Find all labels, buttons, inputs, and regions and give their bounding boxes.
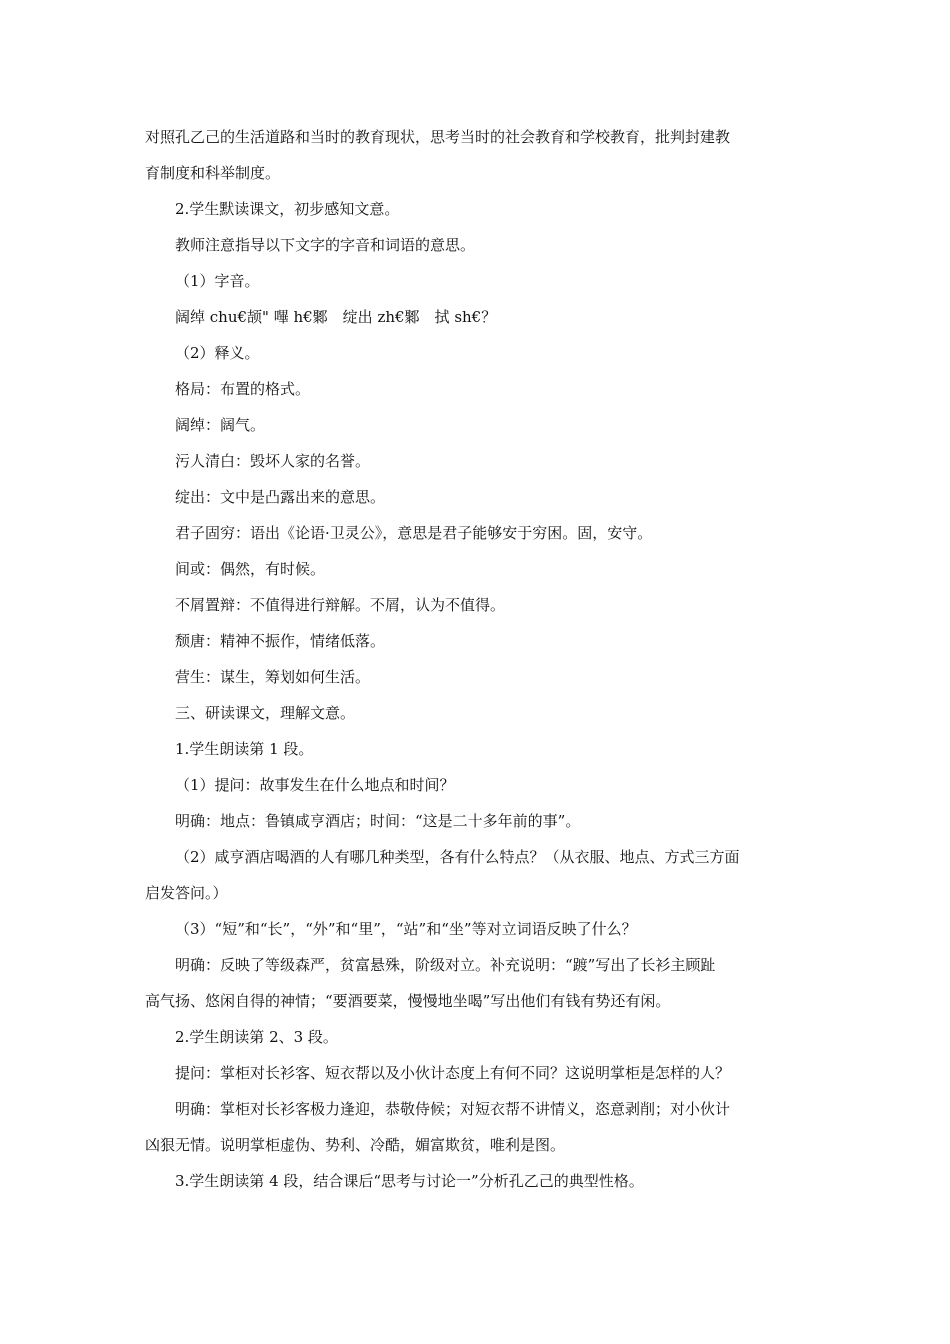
answer-line: 明确：反映了等级森严，贫富悬殊，阶级对立。补充说明：“踱”写出了长衫主顾趾 [175,956,716,974]
definition-item: 绽出：文中是凸露出来的意思。 [175,488,386,506]
answer-line: 高气扬、悠闲自得的神情；“要酒要菜，慢慢地坐喝”写出他们有钱有势还有闲。 [145,992,671,1010]
question-line: （3）“短”和“长”，“外”和“里”，“站”和“坐”等对立词语反映了什么？ [175,920,637,938]
question-line: 提问：掌柜对长衫客、短衣帮以及小伙计态度上有何不同？这说明掌柜是怎样的人？ [175,1064,731,1082]
subheading: （2）释义。 [175,344,260,362]
section-heading: 三、研读课文，理解文意。 [175,704,356,722]
paragraph-line: 教师注意指导以下文字的字音和词语的意思。 [175,236,476,254]
question-line: 启发答问。） [145,884,228,902]
section-heading: 3.学生朗读第 4 段，结合课后“思考与讨论一”分析孔乙己的典型性格。 [175,1172,644,1190]
definition-item: 颓唐：精神不振作，情绪低落。 [175,632,386,650]
subheading: （1）字音。 [175,272,260,290]
definition-item: 阔绰：阔气。 [175,416,266,434]
definition-item: 格局：布置的格式。 [175,380,311,398]
section-heading: 2.学生默读课文，初步感知文意。 [175,200,400,218]
definition-item: 间或：偶然，有时候。 [175,560,326,578]
document-body [145,119,809,1199]
paragraph-line: 育制度和科举制度。 [145,164,281,182]
question-line: （1）提问：故事发生在什么地点和时间？ [175,776,455,794]
definition-item: 不屑置辩：不值得进行辩解。不屑，认为不值得。 [175,596,506,614]
paragraph-line: 对照孔乙己的生活道路和当时的教育现状，思考当时的社会教育和学校教育，批判封建教 [145,128,731,146]
answer-line: 明确：地点：鲁镇咸亨酒店；时间：“这是二十多年前的事”。 [175,812,581,830]
definition-item: 君子固穷：语出《论语·卫灵公》，意思是君子能够安于穷困。固，安守。 [175,524,653,542]
section-heading: 1.学生朗读第 1 段。 [175,740,314,758]
definition-item: 营生：谋生，筹划如何生活。 [175,668,371,686]
definition-item: 污人清白：毁坏人家的名誉。 [175,452,371,470]
question-line: （2）咸亨酒店喝酒的人有哪几种类型，各有什么特点？（从衣服、地点、方式三方面 [175,848,740,866]
answer-line: 明确：掌柜对长衫客极力逢迎，恭敬侍候；对短衣帮不讲情义，恣意剥削；对小伙计 [175,1100,731,1118]
section-heading: 2.学生朗读第 2、3 段。 [175,1028,338,1046]
pronunciation-line: 阔绰 chu€颉" 嗶 h€鄹 绽出 zh€鄹 拭 sh€？ [175,308,497,326]
answer-line: 凶狠无情。说明掌柜虚伪、势利、冷酷，媚富欺贫，唯利是图。 [145,1136,566,1154]
